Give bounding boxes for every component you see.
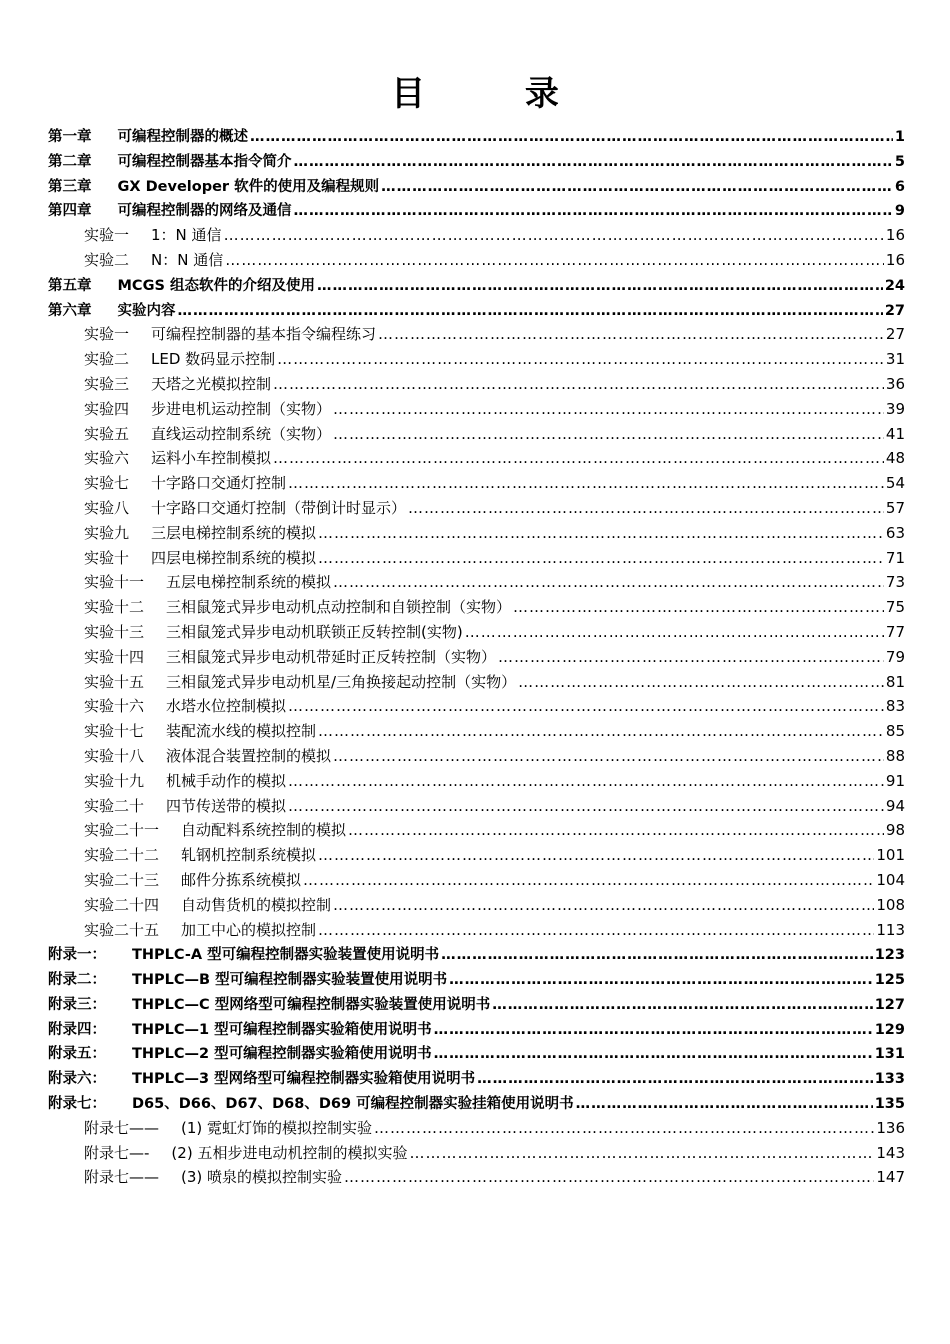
toc-chapter-entry[interactable] [48, 274, 905, 299]
toc-sub-entry[interactable] [48, 398, 905, 423]
toc-chapter-entry[interactable] [48, 199, 905, 224]
toc-chapter-entry[interactable] [48, 175, 905, 200]
toc-entry-number: 实验六 [84, 449, 130, 468]
toc-chapter-entry[interactable] [48, 968, 905, 993]
toc-leader-dots [178, 303, 883, 319]
toc-page-number: 54 [885, 474, 905, 493]
toc-entry-title: 可编程控制器的网络及通信 [117, 203, 292, 220]
toc-entry-label [84, 795, 286, 816]
toc-sub-entry[interactable] [48, 770, 905, 795]
toc-entry-title: 三相鼠笼式异步电动机点动控制和自锁控制（实物） [166, 598, 512, 617]
toc-entry-title: 三相鼠笼式异步电动机联锁正反转控制(实物) [166, 622, 463, 641]
toc-entry-title: THPLC—1 型可编程控制器实验箱使用说明书 [132, 1021, 432, 1038]
toc-entry-label [48, 968, 447, 989]
toc-entry-label [84, 522, 316, 543]
toc-entry-number: 附录七—— [84, 1168, 160, 1187]
toc-entry-label [48, 199, 292, 220]
toc-page-number: 147 [876, 1168, 905, 1187]
toc-entry-number: 实验八 [84, 498, 130, 517]
toc-sub-entry[interactable] [48, 423, 905, 448]
toc-entry-label [84, 1117, 372, 1138]
toc-entry-label [84, 596, 511, 617]
toc-entry-title: 轧钢机控制系统模拟 [181, 846, 317, 865]
toc-leader-dots [294, 154, 893, 170]
toc-chapter-entry[interactable] [48, 1067, 905, 1092]
toc-entry-number: 实验二十四 [84, 895, 160, 914]
toc-leader-dots [344, 1168, 874, 1186]
toc-entry-label [84, 423, 331, 444]
toc-entry-title: THPLC-A 型可编程控制器实验装置使用说明书 [132, 947, 440, 964]
toc-entry-title: D65、D66、D67、D68、D69 可编程控制器实验挂箱使用说明书 [132, 1096, 574, 1113]
toc-entry-title: THPLC—C 型网络型可编程控制器实验装置使用说明书 [132, 996, 491, 1013]
toc-leader-dots [374, 1119, 874, 1137]
toc-page-number: 41 [885, 424, 905, 443]
toc-entry-number: 第六章 [48, 302, 92, 319]
toc-leader-dots [492, 997, 872, 1013]
toc-entry-label [84, 621, 463, 642]
toc-page-number: 75 [885, 598, 905, 617]
toc-entry-number: 附录六： [48, 1071, 106, 1088]
toc-entry-title: (1) 霓虹灯饰的模拟控制实验 [181, 1118, 373, 1137]
toc-chapter-entry[interactable] [48, 125, 905, 150]
toc-leader-dots [434, 1022, 873, 1038]
toc-leader-dots [317, 278, 883, 294]
toc-entry-label [48, 1092, 574, 1113]
toc-chapter-entry[interactable] [48, 299, 905, 324]
toc-entry-label [84, 323, 376, 344]
toc-sub-entry[interactable] [48, 646, 905, 671]
toc-leader-dots [408, 499, 884, 517]
toc-sub-entry[interactable] [48, 894, 905, 919]
toc-page-number: 16 [885, 226, 905, 245]
toc-entry-title: 可编程控制器基本指令简介 [117, 153, 292, 170]
toc-page-number: 143 [876, 1143, 905, 1162]
toc-entry-number: 附录一： [48, 947, 106, 964]
toc-leader-dots [333, 573, 884, 591]
toc-leader-dots [477, 1071, 873, 1087]
toc-sub-entry[interactable] [48, 1166, 905, 1191]
toc-sub-entry[interactable] [48, 1117, 905, 1142]
toc-leader-dots [288, 474, 884, 492]
toc-entry-label [84, 869, 301, 890]
toc-leader-dots [318, 921, 874, 939]
toc-entry-title: 天塔之光模拟控制 [151, 374, 272, 393]
toc-sub-entry[interactable] [48, 472, 905, 497]
toc-entry-number: 附录三： [48, 996, 106, 1013]
toc-entry-number: 实验十八 [84, 746, 145, 765]
toc-entry-title: 四节传送带的模拟 [166, 796, 287, 815]
toc-entry-number: 实验四 [84, 399, 130, 418]
toc-leader-dots [333, 425, 884, 443]
toc-entry-title: THPLC—2 型可编程控制器实验箱使用说明书 [132, 1046, 432, 1063]
toc-leader-dots [333, 747, 884, 765]
toc-page-number: 1 [894, 129, 905, 145]
toc-entry-title: 装配流水线的模拟控制 [166, 722, 317, 741]
toc-leader-dots [273, 449, 884, 467]
toc-leader-dots [434, 1046, 873, 1062]
toc-entry-label [84, 398, 331, 419]
toc-entry-label [84, 447, 271, 468]
toc-leader-dots [576, 1096, 873, 1112]
toc-page-number: 27 [884, 302, 905, 319]
toc-sub-entry[interactable] [48, 497, 905, 522]
toc-entry-number: 第五章 [48, 277, 92, 294]
toc-sub-entry[interactable] [48, 819, 905, 844]
toc-sub-entry[interactable] [48, 596, 905, 621]
toc-leader-dots [333, 896, 874, 914]
toc-page-number: 113 [876, 920, 905, 939]
toc-page-number: 94 [885, 796, 905, 815]
toc-leader-dots [518, 673, 884, 691]
toc-entry-label [48, 1018, 432, 1039]
toc-entry-title: 直线运动控制系统（实物） [151, 424, 332, 443]
toc-entry-number: 实验十九 [84, 771, 145, 790]
toc-entry-number: 实验十六 [84, 697, 145, 716]
toc-leader-dots [318, 722, 884, 740]
toc-page-number: 77 [885, 622, 905, 641]
toc-sub-entry[interactable] [48, 323, 905, 348]
toc-entry-title: THPLC—B 型可编程控制器实验装置使用说明书 [132, 972, 448, 989]
toc-entry-title: 自动售货机的模拟控制 [181, 895, 332, 914]
toc-page-number: 131 [874, 1046, 905, 1063]
toc-entry-label [84, 1142, 407, 1163]
toc-page-number: 27 [885, 325, 905, 344]
toc-chapter-entry[interactable] [48, 993, 905, 1018]
toc-entry-title: 实验内容 [117, 302, 176, 319]
toc-chapter-entry[interactable] [48, 150, 905, 175]
toc-entry-label [84, 547, 316, 568]
toc-entry-title: 十字路口交通灯控制（带倒计时显示） [151, 498, 407, 517]
toc-entry-number: 附录二： [48, 972, 106, 989]
toc-page-number: 129 [874, 1021, 905, 1038]
toc-page-number: 63 [885, 523, 905, 542]
toc-entry-title: GX Developer 软件的使用及编程规则 [117, 178, 380, 195]
toc-entry-number: 实验二十一 [84, 821, 160, 840]
toc-leader-dots [318, 524, 884, 542]
toc-sub-entry[interactable] [48, 695, 905, 720]
toc-entry-label [84, 770, 286, 791]
toc-entry-label [84, 224, 222, 245]
toc-entry-title: 三相鼠笼式异步电动机带延时正反转控制（实物） [166, 647, 497, 666]
toc-entry-number: 实验七 [84, 474, 130, 493]
toc-sub-entry[interactable] [48, 745, 905, 770]
toc-entry-label [84, 844, 316, 865]
toc-page-number: 39 [885, 399, 905, 418]
toc-entry-label [84, 919, 316, 940]
toc-page-number: 81 [885, 672, 905, 691]
toc-page-number: 9 [894, 203, 905, 220]
toc-entry-number: 实验二 [84, 350, 130, 369]
toc-sub-entry[interactable] [48, 1142, 905, 1167]
page-title: 目 录 [391, 74, 603, 114]
toc-page-number: 136 [876, 1118, 905, 1137]
toc-leader-dots [288, 797, 884, 815]
toc-leader-dots [318, 549, 884, 567]
toc-entry-label [84, 1166, 342, 1187]
toc-leader-dots [449, 972, 873, 988]
toc-entry-number: 实验十二 [84, 598, 145, 617]
toc-leader-dots [348, 821, 884, 839]
toc-leader-dots [303, 871, 874, 889]
toc-page-number: 31 [885, 350, 905, 369]
toc-sub-entry[interactable] [48, 844, 905, 869]
toc-entry-number: 实验十一 [84, 573, 145, 592]
toc-page-number: 88 [885, 746, 905, 765]
toc-sub-entry[interactable] [48, 373, 905, 398]
toc-sub-entry[interactable] [48, 547, 905, 572]
toc-page-number: 6 [894, 178, 905, 195]
toc-entry-title: MCGS 组态软件的介绍及使用 [117, 277, 315, 294]
toc-sub-entry[interactable] [48, 249, 905, 274]
toc-entry-number: 第三章 [48, 178, 92, 195]
toc-leader-dots [381, 179, 893, 195]
toc-entry-label [84, 745, 331, 766]
toc-entry-label [48, 943, 439, 964]
toc-sub-entry[interactable] [48, 720, 905, 745]
toc-entry-title: 四层电梯控制系统的模拟 [151, 548, 317, 567]
toc-entry-label [84, 472, 286, 493]
toc-entry-title: 加工中心的模拟控制 [181, 920, 317, 939]
toc-entry-title: 可编程控制器的基本指令编程练习 [151, 325, 377, 344]
toc-sub-entry[interactable] [48, 919, 905, 944]
toc-entry-title: 水塔水位控制模拟 [166, 697, 287, 716]
toc-entry-number: 实验五 [84, 424, 130, 443]
toc-page-number: 5 [894, 153, 905, 170]
toc-leader-dots [288, 697, 884, 715]
toc-entry-number: 实验十 [84, 548, 130, 567]
toc-entry-number: 第一章 [48, 129, 92, 145]
toc-entry-number: 第二章 [48, 153, 92, 170]
toc-entry-title: 步进电机运动控制（实物） [151, 399, 332, 418]
toc-entry-label [48, 1042, 432, 1063]
toc-entry-number: 实验九 [84, 523, 130, 542]
toc-entry-title: 三层电梯控制系统的模拟 [151, 523, 317, 542]
toc-sub-entry[interactable] [48, 795, 905, 820]
toc-entry-number: 实验十七 [84, 722, 145, 741]
toc-page-number: 85 [885, 722, 905, 741]
toc-entry-label [48, 175, 379, 196]
toc-entry-title: 五层电梯控制系统的模拟 [166, 573, 332, 592]
toc-leader-dots [250, 129, 893, 145]
toc-entry-title: LED 数码显示控制 [151, 350, 276, 369]
toc-page-number: 24 [884, 277, 905, 294]
toc-entry-title: 1：N 通信 [151, 226, 222, 245]
toc-page-number: 125 [874, 972, 905, 989]
toc-sub-entry[interactable] [48, 571, 905, 596]
toc-entry-label [84, 646, 496, 667]
toc-entry-title: 可编程控制器的概述 [117, 129, 248, 145]
toc-leader-dots [224, 226, 884, 244]
toc-entry-label [48, 299, 176, 320]
toc-page-number: 98 [885, 821, 905, 840]
toc-leader-dots [294, 203, 893, 219]
toc-page-number: 135 [874, 1096, 905, 1113]
toc-leader-dots [277, 350, 884, 368]
toc-page-number: 73 [885, 573, 905, 592]
toc-leader-dots [441, 947, 873, 963]
toc-entry-title: (3) 喷泉的模拟控制实验 [181, 1168, 343, 1187]
toc-leader-dots [333, 400, 884, 418]
toc-sub-entry[interactable] [48, 621, 905, 646]
toc-sub-entry[interactable] [48, 522, 905, 547]
toc-sub-entry[interactable] [48, 224, 905, 249]
toc-entry-label [48, 274, 315, 295]
toc-sub-entry[interactable] [48, 447, 905, 472]
toc-entry-number: 附录七—— [84, 1118, 160, 1137]
toc-page-number: 16 [885, 250, 905, 269]
toc-entry-number: 附录七： [48, 1096, 106, 1113]
toc-page-number: 79 [885, 647, 905, 666]
toc-entry-title: 运料小车控制模拟 [151, 449, 272, 468]
toc-entry-title: 液体混合装置控制的模拟 [166, 746, 332, 765]
toc-entry-title: (2) 五相步进电动机控制的模拟实验 [171, 1143, 408, 1162]
toc-chapter-entry[interactable] [48, 1018, 905, 1043]
toc-entry-number: 实验三 [84, 374, 130, 393]
toc-page-number: 91 [885, 771, 905, 790]
toc-entry-title: 机械手动作的模拟 [166, 771, 287, 790]
toc-page-number: 101 [876, 846, 905, 865]
toc-page-number: 108 [876, 895, 905, 914]
toc-entry-label [84, 671, 516, 692]
toc-leader-dots [273, 375, 884, 393]
toc-entry-number: 实验一 [84, 325, 130, 344]
toc-page-number: 36 [885, 374, 905, 393]
toc-entry-label [48, 993, 490, 1014]
toc-entry-label [48, 150, 292, 171]
toc-entry-label [84, 571, 331, 592]
toc-entry-number: 实验二十三 [84, 870, 160, 889]
toc-page-number: 48 [885, 449, 905, 468]
toc-entry-label [48, 125, 248, 146]
toc-entry-label [48, 1067, 475, 1088]
toc-leader-dots [498, 648, 884, 666]
toc-entry-number: 实验二十五 [84, 920, 160, 939]
toc-sub-entry[interactable] [48, 348, 905, 373]
toc-leader-dots [288, 772, 884, 790]
toc-leader-dots [318, 846, 874, 864]
toc-sub-entry[interactable] [48, 869, 905, 894]
toc-entry-number: 附录五： [48, 1046, 106, 1063]
toc-entry-label [84, 894, 331, 915]
toc-entry-title: THPLC—3 型网络型可编程控制器实验箱使用说明书 [132, 1071, 476, 1088]
table-of-contents [48, 125, 905, 1191]
toc-entry-number: 实验十四 [84, 647, 145, 666]
toc-page-number: 57 [885, 498, 905, 517]
toc-entry-number: 附录四： [48, 1021, 106, 1038]
toc-page-number: 127 [874, 996, 905, 1013]
toc-entry-title: 自动配料系统控制的模拟 [181, 821, 347, 840]
toc-entry-number: 实验一 [84, 226, 130, 245]
toc-entry-label [84, 497, 406, 518]
toc-page-number: 133 [874, 1071, 905, 1088]
toc-entry-label [84, 249, 223, 270]
toc-leader-dots [409, 1144, 874, 1162]
toc-page-number: 71 [885, 548, 905, 567]
toc-entry-number: 实验十三 [84, 622, 145, 641]
toc-entry-number: 实验十五 [84, 672, 145, 691]
toc-entry-number: 第四章 [48, 203, 92, 220]
toc-entry-label [84, 348, 275, 369]
toc-entry-number: 实验二十 [84, 796, 145, 815]
toc-entry-label [84, 819, 346, 840]
toc-page-number: 83 [885, 697, 905, 716]
toc-entry-number: 实验二十二 [84, 846, 160, 865]
toc-entry-label [84, 720, 316, 741]
toc-entry-label [84, 695, 286, 716]
toc-leader-dots [378, 325, 884, 343]
toc-entry-title: 三相鼠笼式异步电动机星/三角换接起动控制（实物） [166, 672, 517, 691]
toc-chapter-entry[interactable] [48, 1042, 905, 1067]
toc-entry-number: 实验二 [84, 250, 130, 269]
toc-entry-label [84, 373, 271, 394]
toc-page-number: 123 [874, 947, 905, 964]
toc-entry-title: 十字路口交通灯控制 [151, 474, 287, 493]
toc-sub-entry[interactable] [48, 671, 905, 696]
toc-chapter-entry[interactable] [48, 943, 905, 968]
toc-leader-dots [513, 598, 884, 616]
toc-entry-number: 附录七—- [84, 1143, 150, 1162]
toc-chapter-entry[interactable] [48, 1092, 905, 1117]
toc-leader-dots [465, 623, 884, 641]
toc-leader-dots [225, 251, 884, 269]
toc-entry-title: 邮件分拣系统模拟 [181, 870, 302, 889]
toc-entry-title: N：N 通信 [151, 250, 224, 269]
toc-page-number: 104 [876, 870, 905, 889]
